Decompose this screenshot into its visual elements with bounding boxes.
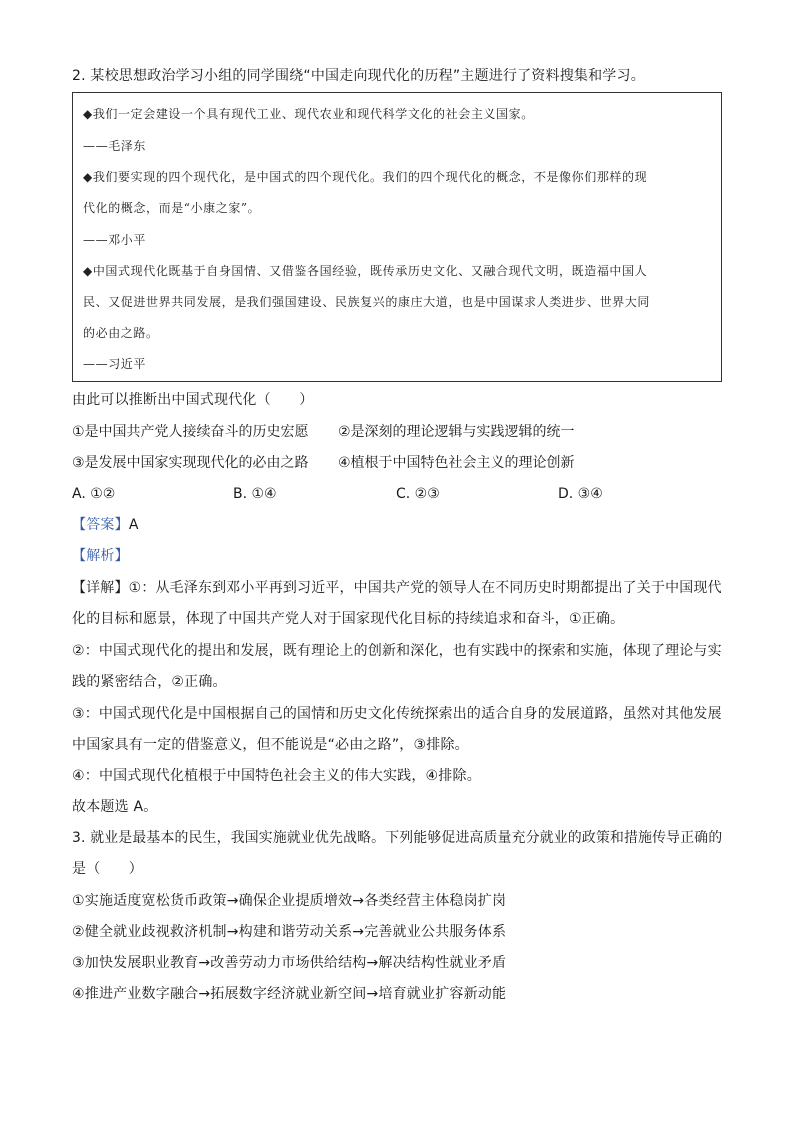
- detail-line-1: 【详解】①：从毛泽东到邓小平再到习近平，中国共产党的领导人在不同历史时期都提出了关于中国现代: [72, 580, 722, 596]
- quote-attribution-xi: ——习近平: [83, 357, 147, 371]
- statement-4: ④植根于中国特色社会主义的理论创新: [338, 455, 575, 471]
- detail-line-6: 中国家具有一定的借鉴意义，但不能说是“必由之路”，③排除。: [72, 737, 469, 753]
- q3-item-2: ②健全就业歧视救济机制→构建和谐劳动关系→完善就业公共服务体系: [72, 924, 507, 940]
- quote-deng-line2: 代化的概念，而是“小康之家”。: [83, 201, 261, 215]
- statement-2: ②是深刻的理论逻辑与实践逻辑的统一: [338, 424, 575, 440]
- detail-line-2: 化的目标和愿景，体现了中国共产党人对于国家现代化目标的持续追求和奋斗，①正确。: [72, 611, 625, 627]
- option-d: D. ③④: [558, 486, 603, 502]
- option-c: C. ②③: [396, 486, 440, 502]
- option-a: A. ①②: [72, 486, 116, 502]
- detail-line-4: 践的紧密结合，②正确。: [72, 674, 227, 690]
- q3-item-3: ③加快发展职业教育→改善劳动力市场供给结构→解决结构性就业矛盾: [72, 955, 507, 971]
- detail-line-8: 故本题选 A。: [72, 799, 158, 815]
- q3-stem-line-2: 是（ ）: [72, 861, 143, 877]
- quote-xi-line2: 民、又促进世界共同发展，是我们强国建设、民族复兴的康庄大道，也是中国谋求人类进步、世界大同: [83, 295, 651, 309]
- q2-stem: 2. 某校思想政治学习小组的同学围绕“中国走向现代化的历程”主题进行了资料搜集和学习。: [72, 68, 645, 84]
- statement-3: ③是发展中国家实现现代化的必由之路: [72, 455, 309, 471]
- q3-item-4: ④推进产业数字融合→拓展数字经济就业新空间→培育就业扩容新动能: [72, 986, 507, 1002]
- answer-line: [72, 515, 139, 535]
- detail-line-7: ④：中国式现代化植根于中国特色社会主义的伟大实践，④排除。: [72, 768, 481, 784]
- answer-value: A: [128, 517, 139, 533]
- quote-attribution-deng: ——邓小平: [83, 233, 147, 247]
- q3-stem-line-1: 3. 就业是最基本的民生，我国实施就业优先战略。下列能够促进高质量充分就业的政策和措施传导正确的: [72, 830, 723, 846]
- quote-mao: ◆我们一定会建设一个具有现代工业、现代农业和现代科学文化的社会主义国家。: [83, 107, 534, 121]
- q2-quote-box: [72, 92, 722, 382]
- option-b: B. ①④: [233, 486, 277, 502]
- answer-tag: 【答案】: [72, 517, 129, 533]
- q2-question: 由此可以推断出中国式现代化（ ）: [72, 392, 314, 408]
- analysis-tag: 【解析】: [72, 548, 129, 564]
- detail-line-3: ②：中国式现代化的提出和发展，既有理论上的创新和深化，也有实践中的探索和实施，体现了理论与实: [72, 643, 722, 659]
- quote-deng-line1: ◆我们要实现的四个现代化，是中国式的四个现代化。我们的四个现代化的概念，不是像你们那样的现: [83, 170, 648, 184]
- quote-xi-line1: ◆中国式现代化既基于自身国情、又借鉴各国经验，既传承历史文化、又融合现代文明，既造福中国人: [83, 264, 648, 278]
- q3-item-1: ①实施适度宽松货币政策→确保企业提质增效→各类经营主体稳岗扩岗: [72, 893, 507, 909]
- statement-1: ①是中国共产党人接续奋斗的历史宏愿: [72, 424, 309, 440]
- quote-attribution-mao: ——毛泽东: [83, 139, 147, 153]
- detail-line-5: ③：中国式现代化是中国根据自己的国情和历史文化传统探索出的适合自身的发展道路，虽然对其他发展: [72, 706, 722, 722]
- quote-xi-line3: 的必由之路。: [83, 326, 159, 340]
